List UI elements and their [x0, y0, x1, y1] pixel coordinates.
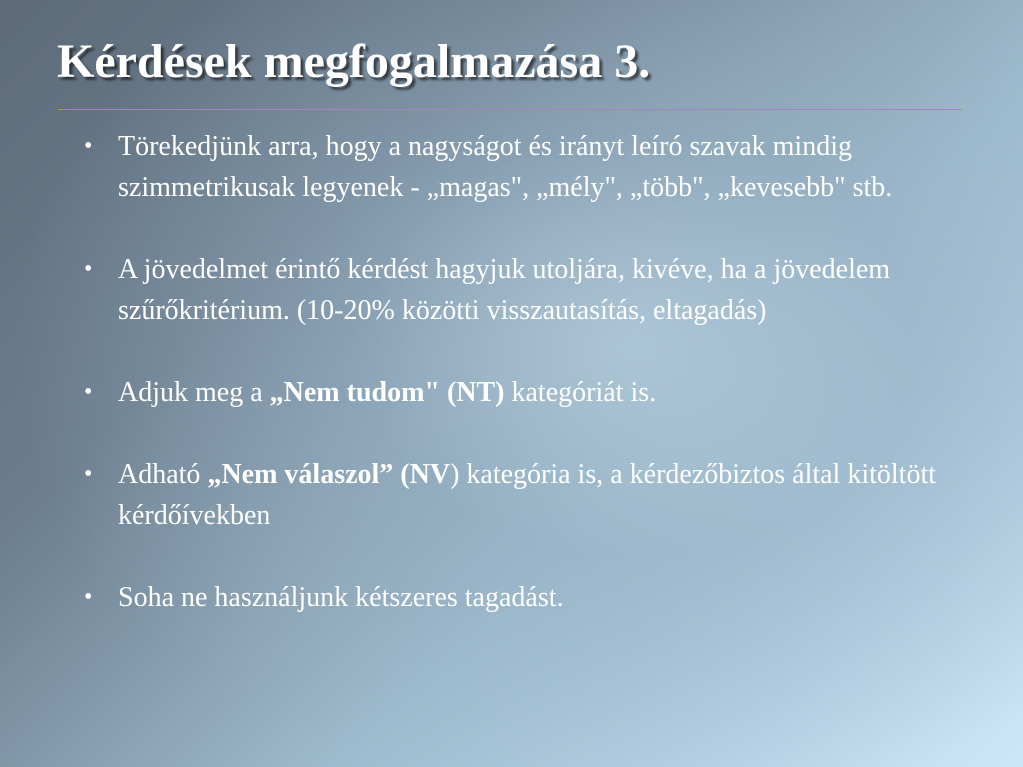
- bullet-icon: •: [84, 461, 93, 487]
- bullet-text: [118, 131, 892, 203]
- bullet-text-part: kategóriát is.: [504, 377, 657, 408]
- bullet-icon: •: [84, 133, 93, 159]
- bullet-text-bold: „Nem tudom" (NT): [269, 377, 505, 408]
- bullet-list: [84, 126, 984, 618]
- bullet-text: [118, 582, 564, 613]
- bullet-item: [84, 372, 984, 413]
- title-divider: [58, 109, 962, 110]
- bullet-text-part: Törekedjünk arra, hogy a nagyságot és irányt leíró szavak mindig szimmetrikusak legyenek - „magas", „mély", „több", „kevesebb" stb.: [118, 131, 893, 203]
- slide-title: Kérdések megfogalmazása 3.: [57, 35, 651, 88]
- bullet-text: [118, 254, 890, 326]
- bullet-text-part: A jövedelmet érintő kérdést hagyjuk utoljára, kivéve, ha a jövedelem szűrőkritérium. (10-20% közötti visszautasítás, eltagadás): [118, 254, 891, 326]
- bullet-text-part: Adható: [118, 459, 208, 490]
- bullet-icon: •: [84, 379, 93, 405]
- bullet-text-bold: „Nem válaszol” (NV: [207, 459, 451, 490]
- bullet-text: [118, 377, 656, 408]
- bullet-text-part: Adjuk meg a: [118, 377, 270, 408]
- bullet-text-part: Soha ne használjunk kétszeres tagadást.: [118, 582, 564, 613]
- bullet-item: [84, 126, 984, 208]
- bullet-item: [84, 249, 984, 331]
- bullet-item: [84, 577, 984, 618]
- bullet-text-part: ) kategória is, a kérdezőbiztos által kitöltött kérdőívekben: [118, 459, 937, 531]
- bullet-icon: •: [84, 256, 93, 282]
- bullet-item: [84, 454, 984, 536]
- bullet-icon: •: [84, 584, 93, 610]
- bullet-text: [118, 459, 936, 531]
